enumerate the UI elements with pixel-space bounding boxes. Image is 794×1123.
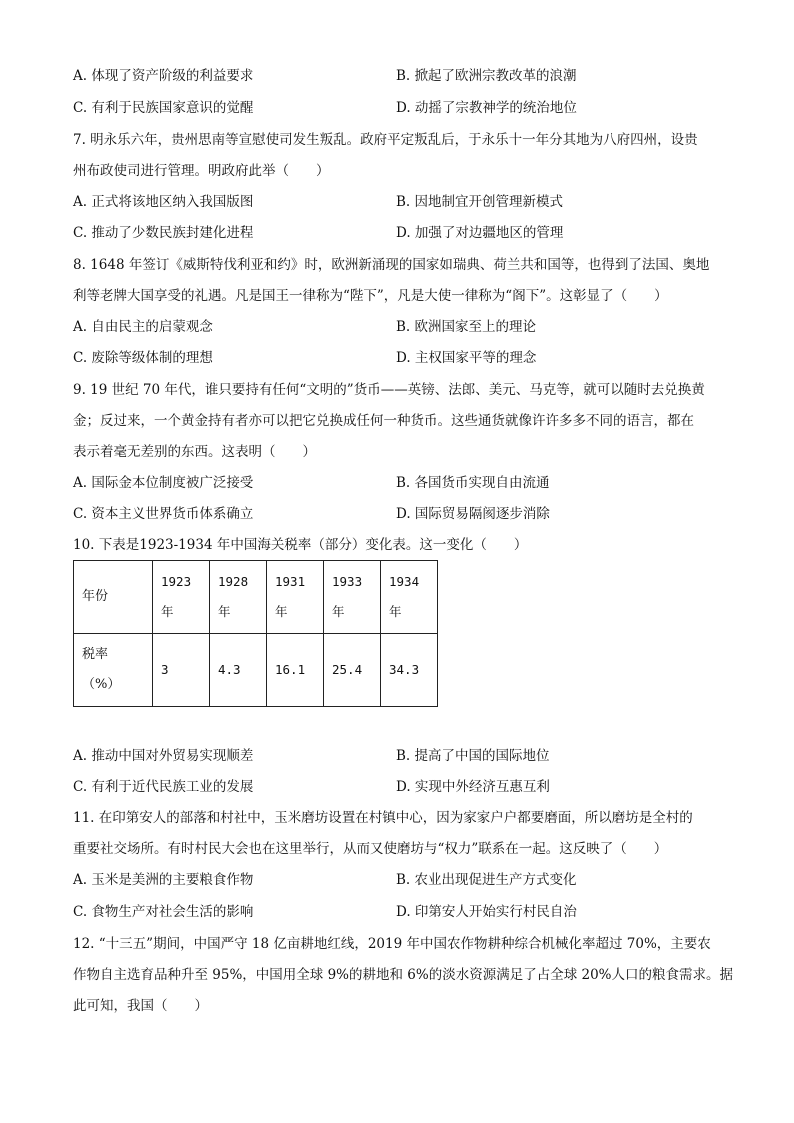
year-cell-1933 [324,561,381,634]
q12-stem-line-2: 作物自主选育品种升至 95%，中国用全球 9%的耕地和 6%的淡水资源满足了占全球 20%人口的粮食需求。据 [73,967,734,983]
year-num: 1933 [332,574,363,589]
q10-stem-line-1: 10. 下表是1923-1934 年中国海关税率（部分）变化表。这一变化（ ） [73,537,528,553]
q7-option-b[interactable]: B. 因地制宜开创管理新模式 [396,194,564,210]
q8-options-row-1 [73,318,733,336]
row-header-rate [74,634,153,707]
rate-label: 税率 [82,647,109,662]
q11-stem-line-2: 重要社交场所。有时村民大会也在这里举行，从而又使磨坊与“权力”联系在一起。这反映了（ ） [73,841,668,857]
q8-options-row-2 [73,349,733,367]
q8-stem-line-1: 8. 1648 年签订《威斯特伐利亚和约》时，欧洲新涌现的国家如瑞典、荷兰共和国等，也得到了法国、奥地 [73,257,710,273]
q7-options-row-1 [73,193,733,211]
q11-option-a[interactable]: A. 玉米是美洲的主要粮食作物 [73,872,254,888]
q9-options-row-1 [73,474,733,492]
q9-option-b[interactable]: B. 各国货币实现自由流通 [396,475,550,491]
year-unit: 年 [275,604,288,619]
q11-option-b[interactable]: B. 农业出现促进生产方式变化 [396,872,577,888]
q12-stem-line-3: 此可知，我国（ ） [73,998,208,1014]
year-cell-1934 [381,561,438,634]
q6-option-d[interactable]: D. 动摇了宗教神学的统治地位 [396,100,577,116]
year-unit: 年 [218,604,231,619]
q11-options-row-2 [73,903,733,921]
q9-option-a[interactable]: A. 国际金本位制度被广泛接受 [73,475,254,491]
tariff-rate-table [73,560,438,707]
table-row-rates [74,634,438,707]
q8-option-a[interactable]: A. 自由民主的启蒙观念 [73,319,213,335]
table-row-years [74,561,438,634]
year-unit: 年 [332,604,345,619]
year-num: 1934 [389,574,420,589]
year-unit: 年 [161,604,174,619]
q6-options-row-1 [73,67,733,85]
q8-option-c[interactable]: C. 废除等级体制的理想 [73,350,213,366]
q7-stem-line-2: 州布政使司进行管理。明政府此举（ ） [73,163,330,179]
q10-option-c[interactable]: C. 有利于近代民族工业的发展 [73,779,254,795]
q9-options-row-2 [73,505,733,523]
q10-option-a[interactable]: A. 推动中国对外贸易实现顺差 [73,748,254,764]
q9-stem-line-1: 9. 19 世纪 70 年代，谁只要持有任何“文明的”货币——英镑、法郎、美元、马克等，就可以随时去兑换黄 [73,382,705,398]
q7-options-row-2 [73,224,733,242]
q10-options-row-1 [73,747,733,765]
q7-option-d[interactable]: D. 加强了对边疆地区的管理 [396,225,564,241]
q8-stem-line-2: 利等老牌大国享受的礼遇。凡是国王一律称为“陛下”，凡是大使一律称为“阁下”。这彰显了（ ） [73,288,668,304]
q11-stem-line-1: 11. 在印第安人的部落和村社中，玉米磨坊设置在村镇中心，因为家家户户都要磨面，所以磨坊是全村的 [73,810,693,826]
q10-option-b[interactable]: B. 提高了中国的国际地位 [396,748,550,764]
q6-options-row-2 [73,99,733,117]
year-cell-1931 [267,561,324,634]
q9-stem-line-2: 金；反过来，一个黄金持有者亦可以把它兑换成任何一种货币。这些通货就像许许多多不同的语言，都在 [73,413,694,429]
q11-option-c[interactable]: C. 食物生产对社会生活的影响 [73,904,254,920]
q8-option-b[interactable]: B. 欧洲国家至上的理论 [396,319,537,335]
year-num: 1923 [161,574,192,589]
row-header-year: 年份 [74,561,153,634]
rate-cell-1934: 34.3 [381,634,438,707]
q6-option-b[interactable]: B. 掀起了欧洲宗教改革的浪潮 [396,68,577,84]
rate-unit-label: （%） [82,677,121,692]
rate-cell-1923: 3 [153,634,210,707]
q7-option-c[interactable]: C. 推动了少数民族封建化进程 [73,225,254,241]
q7-option-a[interactable]: A. 正式将该地区纳入我国版图 [73,194,254,210]
rate-cell-1933: 25.4 [324,634,381,707]
q10-options-row-2 [73,778,733,796]
q10-option-d[interactable]: D. 实现中外经济互惠互利 [396,779,550,795]
q12-stem-line-1: 12. “十三五”期间，中国严守 18 亿亩耕地红线，2019 年中国农作物耕种综合机械化率超过 70%，主要农 [73,936,711,952]
q9-option-d[interactable]: D. 国际贸易隔阂逐步消除 [396,506,550,522]
year-num: 1931 [275,574,306,589]
q11-options-row-1 [73,871,733,889]
q6-option-c[interactable]: C. 有利于民族国家意识的觉醒 [73,100,254,116]
q6-option-a[interactable]: A. 体现了资产阶级的利益要求 [73,68,254,84]
q11-option-d[interactable]: D. 印第安人开始实行村民自治 [396,904,577,920]
year-num: 1928 [218,574,249,589]
year-cell-1923 [153,561,210,634]
rate-cell-1931: 16.1 [267,634,324,707]
year-unit: 年 [389,604,402,619]
year-cell-1928 [210,561,267,634]
q7-stem-line-1: 7. 明永乐六年，贵州思南等宣慰使司发生叛乱。政府平定叛乱后，于永乐十一年分其地为八府四州，设贵 [73,132,698,148]
q9-stem-line-3: 表示着毫无差别的东西。这表明（ ） [73,444,316,460]
rate-cell-1928: 4.3 [210,634,267,707]
q8-option-d[interactable]: D. 主权国家平等的理念 [396,350,537,366]
q9-option-c[interactable]: C. 资本主义世界货币体系确立 [73,506,254,522]
